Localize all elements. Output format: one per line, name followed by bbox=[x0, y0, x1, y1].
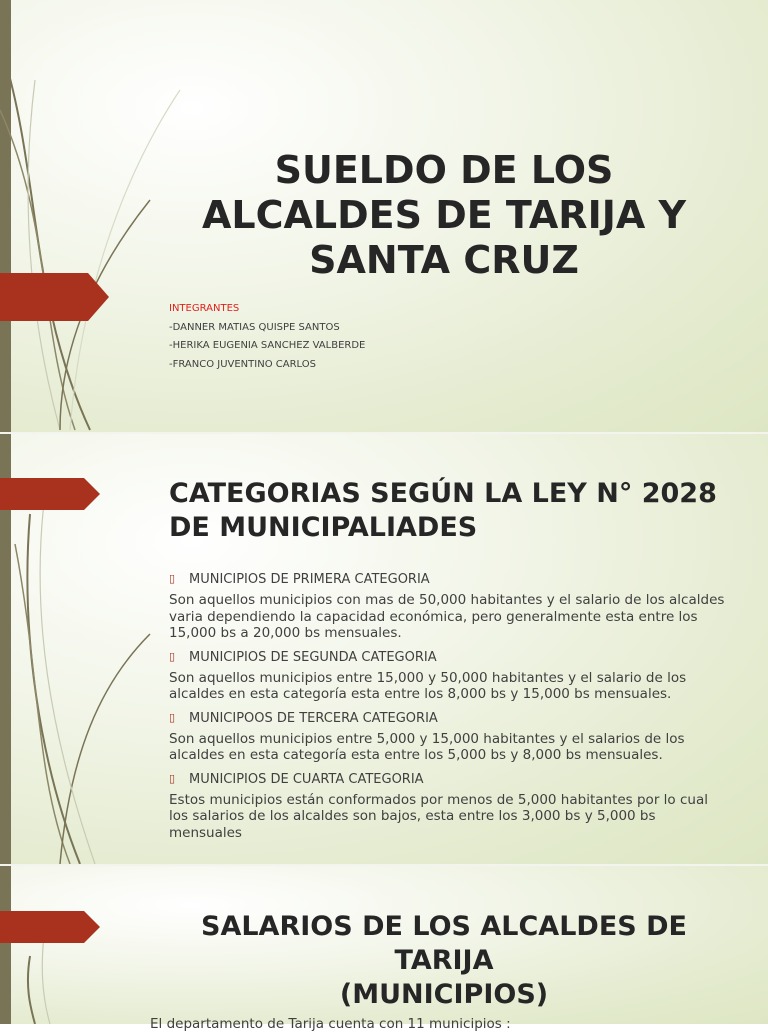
members-header: INTEGRANTES bbox=[169, 303, 240, 314]
section-title bbox=[180, 910, 708, 1012]
bullet-icon: ▯ bbox=[169, 572, 176, 585]
member-item: -HERIKA EUGENIA SANCHEZ VALBERDE bbox=[169, 340, 366, 351]
section-title-line: SALARIOS DE LOS ALCALDES DE TARIJA bbox=[201, 911, 687, 976]
member-item: -DANNER MATIAS QUISPE SANTOS bbox=[169, 321, 340, 333]
red-arrow-shape bbox=[0, 273, 109, 321]
page-title: SUELDO DE LOS ALCALDES DE TARIJA Y SANTA CRUZ bbox=[201, 148, 687, 282]
section-title: CATEGORIAS SEGÚN LA LEY N° 2028 DE MUNICIPALIADES bbox=[169, 478, 717, 543]
decorative-swirl bbox=[0, 866, 200, 1024]
category-heading: ▯ MUNICIPIOS DE CUARTA CATEGORIA bbox=[169, 770, 729, 789]
red-arrow-shape bbox=[0, 911, 100, 943]
bullet-icon: ▯ bbox=[169, 649, 176, 663]
red-arrow-shape bbox=[0, 478, 100, 510]
category-heading: ▯ MUNICIPIOS DE PRIMERA CATEGORIA bbox=[169, 570, 729, 589]
section-title-line: (MUNICIPIOS) bbox=[339, 979, 549, 1010]
category-heading: ▯ MUNICIPOOS DE TERCERA CATEGORIA bbox=[169, 709, 729, 728]
bullet-icon: ▯ bbox=[169, 771, 176, 785]
members-list bbox=[169, 303, 365, 377]
category-description: Son aquellos municipios entre 15,000 y 50,000 habitantes y el salario de los alcaldes en esta categoría esta entre los 8,000 bs y 15,000 bs mensuales. bbox=[169, 669, 687, 702]
category-description: Son aquellos municipios con mas de 50,000 habitantes y el salario de los alcaldes varia dependiendo la capacidad económica, pero generalmente esta entre los 15,000 bs a 20,000 bs mensuales. bbox=[169, 592, 725, 641]
member-item: -FRANCO JUVENTINO CARLOS bbox=[169, 358, 316, 370]
slide-title bbox=[0, 0, 768, 432]
category-description: Estos municipios están conformados por menos de 5,000 habitantes por lo cual los salarios de los alcaldes son bajos, esta entre los 3,000 bs y 5,000 bs mensuales bbox=[169, 791, 708, 841]
category-heading: ▯ MUNICIPIOS DE SEGUNDA CATEGORIA bbox=[169, 648, 729, 667]
bullet-icon: ▯ bbox=[169, 710, 176, 724]
category-list bbox=[169, 570, 729, 847]
intro-text: El departamento de Tarija cuenta con 11 municipios : bbox=[150, 1016, 511, 1032]
category-description: Son aquellos municipios entre 5,000 y 15,000 habitantes y el salarios de los alcaldes en esta categoría esta entre los 5,000 bs y 8,000 bs mensuales. bbox=[169, 730, 685, 763]
